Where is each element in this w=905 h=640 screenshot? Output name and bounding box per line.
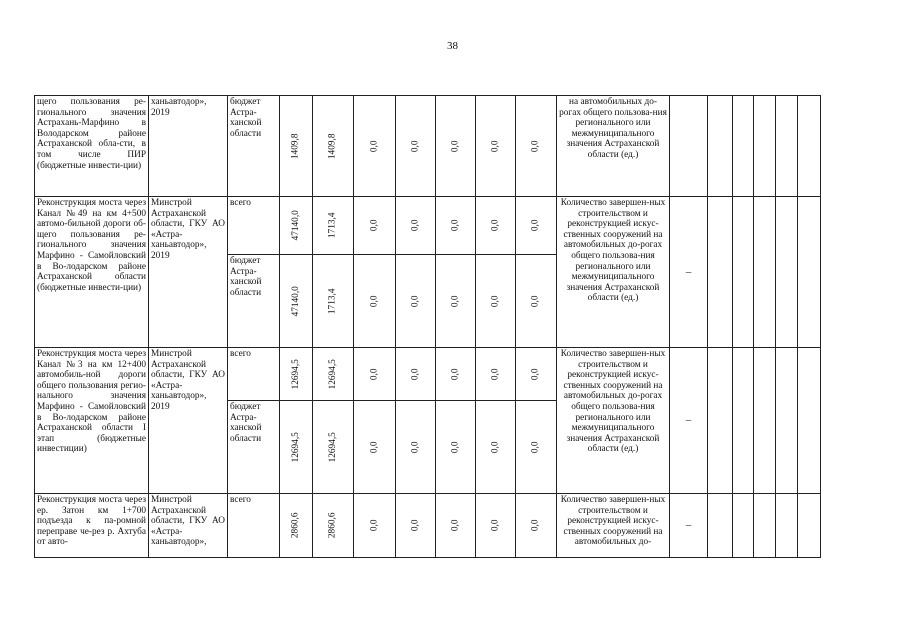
empty-cell	[733, 494, 754, 558]
value-cell	[280, 255, 313, 348]
table-body	[35, 96, 821, 558]
value: 0,0	[450, 441, 461, 453]
value: 2860,6	[327, 512, 338, 539]
page-number: 38	[447, 40, 458, 52]
value-cell	[280, 348, 313, 401]
value-cell	[396, 348, 436, 401]
value: 12694,5	[290, 358, 301, 390]
value-cell	[396, 494, 436, 558]
value: 0,0	[450, 219, 461, 232]
value: 1409,8	[290, 133, 301, 159]
value-cell	[476, 197, 516, 255]
executor: Минстрой Астраханской области, ГКУ АО «Астра-ханьавтодор», 2019	[149, 197, 228, 348]
funding-source: бюджет Астра-ханской области	[228, 255, 280, 348]
measure-name: щего пользования ре-гионального значения Астрахань-Марфино в Володарском районе Астраханской обла-сти, в том числе ПИР (бюджетные инвести-ции)	[35, 96, 149, 197]
value-cell	[516, 348, 557, 401]
value: 0,0	[369, 219, 380, 232]
value-cell	[436, 348, 476, 401]
value-cell	[516, 401, 557, 494]
indicator: Количество завершен-ных строительством и реконструкцией искус-ственных сооружений на автомобильных до-	[557, 494, 670, 558]
indicator-value: –	[670, 348, 708, 494]
value: 1409,8	[327, 133, 338, 159]
value: 0,0	[490, 368, 501, 380]
value-cell	[476, 494, 516, 558]
executor: ханьавтодор», 2019	[149, 96, 228, 197]
value-cell	[313, 348, 354, 401]
value: 0,0	[410, 295, 421, 307]
value-cell	[396, 96, 436, 197]
value-cell	[396, 255, 436, 348]
value: 0,0	[490, 295, 501, 307]
indicator: Количество завершен-ных строительством и реконструкцией искус-ственных сооружений на автомобильных до-рогах общего пользова-ния регионального или межмуниципального значения Астраханской области (ед.)	[557, 348, 670, 494]
executor: Минстрой Астраханской области, ГКУ АО «Астра-ханьавтодор»,	[149, 494, 228, 558]
measure-name: Реконструкция моста через ер. Затон км 1+700 подъезда к па-ромной переправе че-рез р. Ахтуба от авто-	[35, 494, 149, 558]
value: 0,0	[530, 519, 541, 532]
measure-name: Реконструкция моста через Канал №3 на км 12+400 автомобиль-ной дороги общего пользования регио-нального значения Марфино - Самойловский в Во-лодарском районе Астраханской области I этап (бюджетные инвестиции)	[35, 348, 149, 494]
funding-source: всего	[228, 197, 280, 255]
empty-cell	[798, 348, 821, 494]
table-row	[35, 494, 821, 558]
value: 12694,5	[327, 431, 338, 463]
value: 0,0	[530, 295, 541, 307]
value-cell	[313, 401, 354, 494]
value-cell	[516, 197, 557, 255]
funding-source: всего	[228, 494, 280, 558]
value-cell	[313, 197, 354, 255]
value: 0,0	[490, 140, 501, 152]
empty-cell	[776, 348, 798, 494]
value: 0,0	[490, 441, 501, 453]
value-cell	[280, 197, 313, 255]
empty-cell	[776, 494, 798, 558]
indicator: на автомобильных до-рогах общего пользова-ния регионального или межмуниципального значения Астраханской области (ед.)	[557, 96, 670, 197]
value-cell	[354, 197, 396, 255]
empty-cell	[798, 96, 821, 197]
value: 0,0	[530, 441, 541, 453]
value: 47140,0	[290, 285, 301, 317]
funding-source: всего	[228, 348, 280, 401]
value-cell	[396, 197, 436, 255]
funding-source: бюджет Астра-ханской области	[228, 96, 280, 197]
value-cell	[354, 255, 396, 348]
value-cell	[280, 494, 313, 558]
value-cell	[313, 494, 354, 558]
value-cell	[396, 401, 436, 494]
value-cell	[313, 255, 354, 348]
value-cell	[476, 401, 516, 494]
value: 12694,5	[290, 431, 301, 463]
empty-cell	[798, 494, 821, 558]
executor: Минстрой Астраханской области, ГКУ АО «Астра-ханьавтодор», 2019	[149, 348, 228, 494]
empty-cell	[776, 197, 798, 348]
value-cell	[476, 255, 516, 348]
value: 0,0	[530, 140, 541, 152]
value: 2860,6	[290, 512, 301, 539]
value-cell	[516, 96, 557, 197]
value-cell	[436, 96, 476, 197]
value-cell	[436, 197, 476, 255]
value-cell	[354, 401, 396, 494]
indicator: Количество завершен-ных строительством и реконструкцией искус-ственных сооружений на автомобильных до-рогах общего пользова-ния регионального или межмуниципального значения Астраханской области (ед.)	[557, 197, 670, 348]
value-cell	[313, 96, 354, 197]
indicator-value	[670, 96, 708, 197]
value: 0,0	[530, 368, 541, 380]
value-cell	[354, 494, 396, 558]
value: 1713,4	[327, 212, 338, 239]
value: 47140,0	[290, 210, 301, 241]
value-cell	[354, 348, 396, 401]
empty-cell	[798, 197, 821, 348]
value-cell	[280, 96, 313, 197]
value-cell	[436, 494, 476, 558]
empty-cell	[776, 96, 798, 197]
funding-source: бюджет Астра-ханской области	[228, 401, 280, 494]
value: 0,0	[410, 140, 421, 152]
value: 0,0	[369, 140, 380, 152]
indicator-value: –	[670, 494, 708, 558]
value-cell	[354, 96, 396, 197]
value: 0,0	[450, 519, 461, 532]
value: 0,0	[369, 368, 380, 380]
value-cell	[476, 96, 516, 197]
empty-cell	[733, 96, 754, 197]
value: 0,0	[369, 441, 380, 453]
value: 0,0	[450, 368, 461, 380]
value: 0,0	[450, 140, 461, 152]
empty-cell	[754, 494, 776, 558]
empty-cell	[708, 96, 733, 197]
indicator-value: –	[670, 197, 708, 348]
empty-cell	[708, 494, 733, 558]
value: 0,0	[530, 219, 541, 232]
empty-cell	[733, 348, 754, 494]
program-table	[34, 95, 821, 558]
measure-name: Реконструкция моста через Канал №49 на км 4+500 автомо-бильной дороги об-щего пользования ре-гионального значения Марфино - Самойловский в Во-лодарском районе Астраханской области (бюджетные инвести-ции)	[35, 197, 149, 348]
value-cell	[436, 401, 476, 494]
value: 0,0	[490, 219, 501, 232]
empty-cell	[754, 96, 776, 197]
value-cell	[436, 255, 476, 348]
value: 0,0	[490, 519, 501, 532]
value: 0,0	[410, 219, 421, 232]
table-row	[35, 197, 821, 255]
value-cell	[280, 401, 313, 494]
value: 12694,5	[327, 358, 338, 390]
value: 0,0	[450, 295, 461, 307]
value: 0,0	[369, 519, 380, 532]
empty-cell	[708, 197, 733, 348]
value-cell	[516, 494, 557, 558]
table-row	[35, 96, 821, 197]
value-cell	[516, 255, 557, 348]
empty-cell	[754, 348, 776, 494]
value: 0,0	[410, 368, 421, 380]
table-row	[35, 348, 821, 401]
value-cell	[476, 348, 516, 401]
value: 0,0	[410, 519, 421, 532]
value: 1713,4	[327, 288, 338, 314]
empty-cell	[754, 197, 776, 348]
empty-cell	[733, 197, 754, 348]
empty-cell	[708, 348, 733, 494]
value: 0,0	[369, 295, 380, 307]
value: 0,0	[410, 441, 421, 453]
